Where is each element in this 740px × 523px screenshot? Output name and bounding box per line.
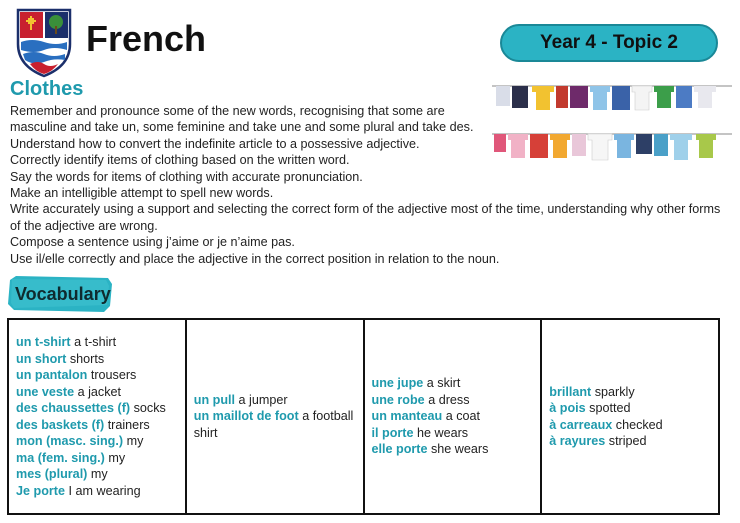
vocab-entry [549,400,711,417]
year-topic-badge: Year 4 - Topic 2 [500,24,718,62]
vocab-english: shorts [69,351,105,366]
vocab-english: she wears [431,442,489,457]
vocab-entry [16,384,178,401]
school-crest-logo [14,6,74,78]
vocab-entry [16,417,178,434]
vocab-french: un pull [193,392,236,407]
objective-line: Remember and pronounce some of the new words, recognising that some are [10,104,445,118]
vocab-english: trainers [107,417,150,432]
vocab-french: des baskets (f) [16,417,105,432]
vocab-english: my [126,434,144,448]
vocab-english: striped [608,434,647,448]
vocabulary-column [542,320,718,513]
vocab-french: mes (plural) [16,467,88,481]
vocab-english: my [108,450,126,465]
vocab-entry [549,417,711,434]
vocab-entry [194,408,356,441]
objective-line: Compose a sentence using j’aime or je n’aime pas. [10,235,295,250]
vocabulary-column [365,320,543,513]
vocab-entry [16,433,178,450]
vocab-english: a coat [445,409,480,424]
objective-line: Correctly identify items of clothing based on the written word. [10,153,350,168]
objective-line: Say the words for items of clothing with accurate pronunciation. [10,169,363,184]
vocab-english: he wears [416,425,469,440]
vocab-english: sparkly [594,384,635,399]
vocab-english: a skirt [426,376,461,391]
vocab-entry [372,425,534,442]
vocab-french: elle porte [371,442,428,457]
vocab-entry [16,450,178,467]
vocab-entry [372,392,534,409]
vocab-english: trousers [90,368,137,382]
vocabulary-column [9,320,187,513]
vocab-french: Je porte [16,483,65,498]
vocab-entry [16,367,178,384]
clothes-line-illustration [492,80,732,172]
vocab-french: à pois [549,401,586,415]
vocabulary-table [7,318,720,515]
vocab-english: spotted [589,401,631,415]
vocab-entry [16,483,178,500]
vocab-entry [16,400,178,417]
vocab-english: a dress [428,392,470,407]
vocab-entry [16,351,178,368]
vocab-french: une veste [16,384,75,399]
vocab-french: un manteau [371,409,443,424]
vocab-entry [549,433,711,450]
objective-line: Make an intelligible attempt to spell new words. [10,186,274,201]
vocab-french: ma (fem. sing.) [16,450,105,465]
vocab-entry [372,408,534,425]
vocab-french: un maillot de foot [193,409,299,424]
vocab-french: à rayures [549,434,606,448]
vocab-french: il porte [371,425,414,440]
vocab-entry [16,334,178,351]
vocab-french: un pantalon [16,368,88,382]
vocab-english: a football shirt [193,409,354,440]
vocab-entry [194,392,356,409]
vocab-entry [549,384,711,401]
topic-title: Clothes [10,78,84,100]
vocab-french: mon (masc. sing.) [16,434,124,448]
vocab-french: une jupe [371,376,424,391]
vocab-entry [16,466,178,483]
vocab-english: checked [615,417,663,432]
objective-line: masculine and take un, some feminine and take une and some plural and take des. [10,120,474,135]
vocab-entry [372,441,534,458]
vocab-french: brillant [549,384,592,399]
objective-line: Use il/elle correctly and place the adjective in the correct position in relation to the noun. [10,251,500,266]
vocab-entry [372,375,534,392]
vocabulary-column [187,320,365,513]
vocab-french: des chaussettes (f) [16,401,131,415]
vocab-english: a t-shirt [74,335,117,349]
vocab-english: a jumper [238,392,288,407]
objective-line: Write accurately using a support and selecting the correct form of the adjective most of the time, understanding why other forms of the adjective are wrong. [10,202,721,233]
vocabulary-heading: Vocabulary [15,284,111,304]
vocab-french: un short [16,351,67,366]
objective-line: Understand how to convert the indefinite article to a possessive adjective. [10,136,420,151]
vocab-english: socks [133,401,166,415]
vocab-french: à carreaux [549,417,613,432]
vocab-french: un t-shirt [16,335,71,349]
page-title: French [86,18,207,59]
vocab-french: une robe [371,392,425,407]
vocab-english: a jacket [77,384,122,399]
vocab-english: I am wearing [68,483,141,498]
vocab-english: my [90,467,108,481]
